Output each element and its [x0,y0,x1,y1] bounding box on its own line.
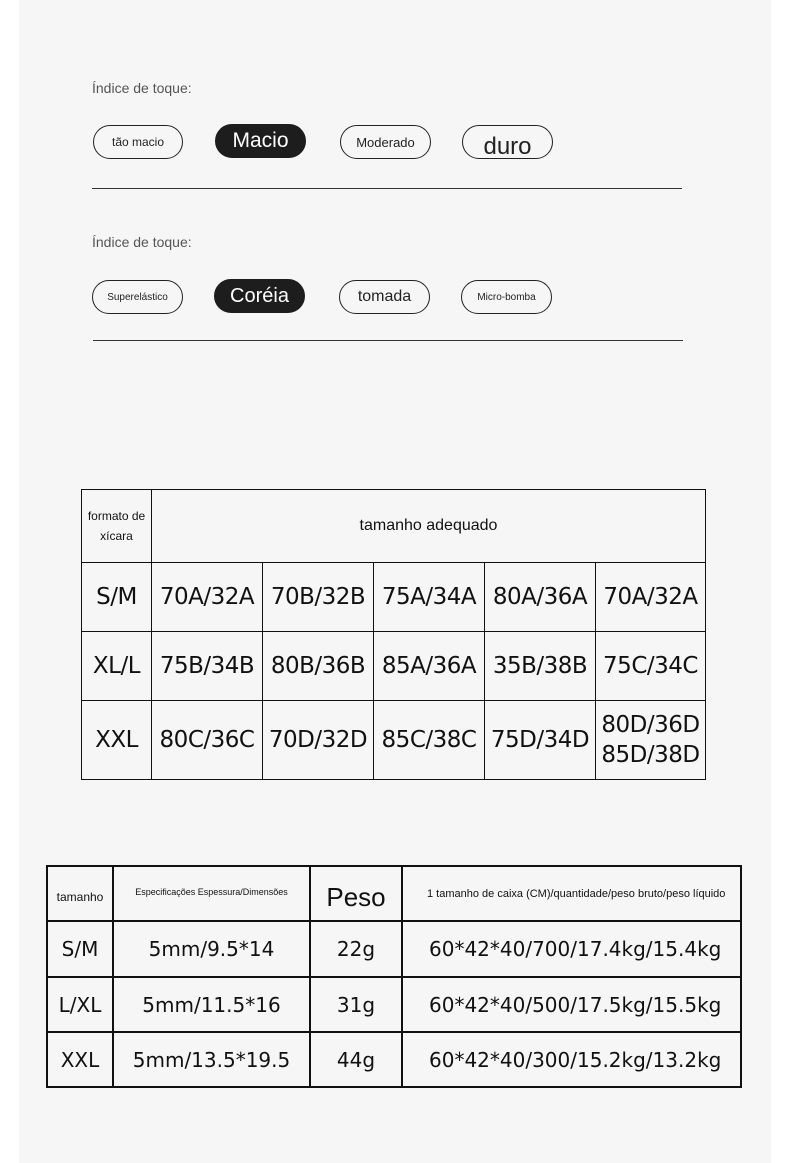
box-cell: 60*42*40/500/17.5kg/15.5kg [401,976,742,1033]
size-cell: 75C/34C [595,631,706,701]
size-cell: 80C/36C [151,700,263,780]
size-cell: 80A/36A [484,562,596,632]
option-duro: duro [462,125,553,159]
box-cell: 60*42*40/700/17.4kg/15.4kg [401,920,742,978]
row-size: S/M [46,920,114,978]
option-micro-bomba: Micro-bomba [461,280,552,314]
weight-header: Peso [309,865,403,922]
spec-header: Especificações Espessura/Dimensões [112,865,311,922]
divider [92,188,682,189]
size-value: 85D/38D [601,742,700,768]
cup-format-header: formato de xícara [81,489,152,563]
spec-cell: 5mm/13.5*19.5 [112,1031,311,1088]
weight-cell: 22g [309,920,403,978]
size-cell: 80B/36B [262,631,374,701]
touch-index-label: Índice de toque: [92,80,192,96]
option-moderado: Moderado [340,125,431,159]
size-cell: 85C/38C [373,700,485,780]
option-tao-macio: tão macio [93,125,183,159]
size-value: 80D/36D [601,712,700,738]
row-size: S/M [81,562,152,632]
elasticity-index-label: Índice de toque: [92,234,192,250]
size-cell: 75A/34A [373,562,485,632]
row-size: XL/L [81,631,152,701]
size-cell: 70B/32B [262,562,374,632]
row-size: L/XL [46,976,114,1033]
size-header: tamanho [46,865,114,922]
box-header: 1 tamanho de caixa (CM)/quantidade/peso bruto/peso líquido [401,865,742,922]
divider [93,340,683,341]
weight-cell: 31g [309,976,403,1033]
spec-cell: 5mm/11.5*16 [112,976,311,1033]
row-size: XXL [46,1031,114,1088]
suitable-size-header: tamanho adequado [151,489,706,563]
option-coreia-selected: Coréia [214,279,305,313]
option-macio-selected: Macio [215,124,306,158]
size-cell: 75B/34B [151,631,263,701]
size-cell: 70A/32A [595,562,706,632]
size-cell: 75D/34D [484,700,596,780]
size-cell: 70A/32A [151,562,263,632]
option-superelastico: Superelástico [92,280,183,314]
size-cell-double [595,700,706,780]
row-size: XXL [81,700,152,780]
option-tomada: tomada [339,280,430,314]
size-cell: 70D/32D [262,700,374,780]
weight-cell: 44g [309,1031,403,1088]
size-cell: 85A/36A [373,631,485,701]
size-cell: 35B/38B [484,631,596,701]
spec-cell: 5mm/9.5*14 [112,920,311,978]
box-cell: 60*42*40/300/15.2kg/13.2kg [401,1031,742,1088]
